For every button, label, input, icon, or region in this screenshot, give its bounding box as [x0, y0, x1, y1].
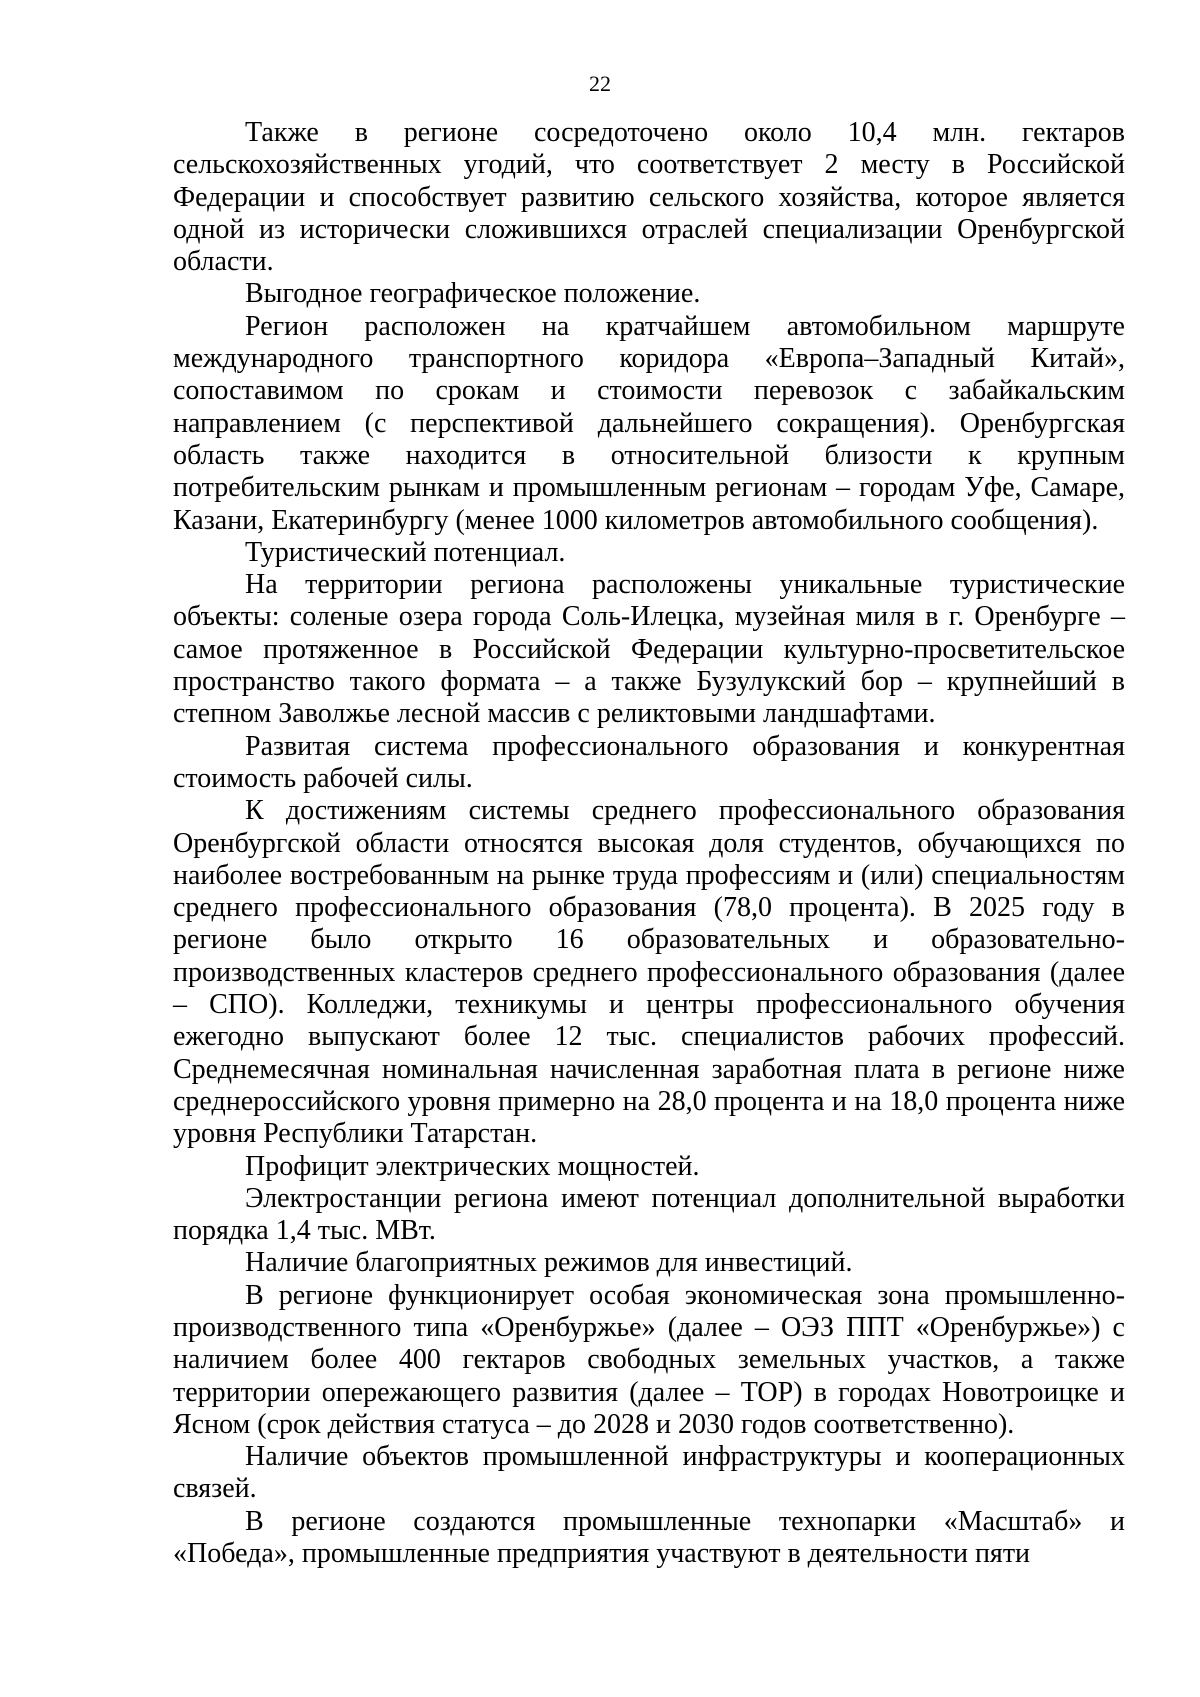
- paragraph-special-economic-zone: В регионе функционирует особая экономическая зона промышленно-производственного типа «Оренбуржье» (далее – ОЭЗ ППТ «Оренбуржье») с наличием более 400 гектаров свободных земельных участков, а также территории опережающего развития (далее – ТОР) в городах Новотроицке и Ясном (срок действия статуса – до 2028 и 2030 годов соответственно).: [173, 1279, 1125, 1440]
- heading-tourism-potential: Туристический потенциал.: [245, 536, 566, 568]
- paragraph-agricultural-land: Также в регионе сосредоточено около 10,4 млн. гектаров сельскохозяйственных угодий, что соответствует 2 месту в Российской Федерации и способствует развитию сельского хозяйства, которое является одной из исторически сложившихся отраслей специализации Оренбургской области.: [173, 117, 1125, 278]
- heading-professional-education: Развитая система профессионального образования и конкурентная стоимость рабочей силы.: [173, 730, 1125, 794]
- paragraph-transport-corridor: Регион расположен на кратчайшем автомобильном маршруте международного транспортного коридора «Европа–Западный Китай», сопоставимом по срокам и стоимости перевозок с забайкальским направлением (с перспективой дальнейшего сокращения). Оренбургская область также находится в относительной близости к крупным потребительским рынкам и промышленным регионам – городам Уфе, Самаре, Казани, Екатеринбургу (менее 1000 километров автомобильного сообщения).: [173, 310, 1125, 536]
- paragraph-tourist-objects: На территории региона расположены уникальные туристические объекты: соленые озера города Соль-Илецка, музейная миля в г. Оренбурге – самое протяженное в Российской Федерации культурно-просветительское пространство такого формата – а также Бузулукский бор – крупнейший в степном Заволжье лесной массив с реликтовыми ландшафтами.: [173, 569, 1125, 730]
- document-body: [173, 117, 1125, 1570]
- paragraph-education-achievements: К достижениям системы среднего профессионального образования Оренбургской области относятся высокая доля студентов, обучающихся по наиболее востребованным на рынке труда профессиям и (или) специальностям среднего профессионального образования (78,0 процента). В 2025 году в регионе было открыто 16 образовательных и образовательно-производственных кластеров среднего профессионального образования (далее – СПО). Колледжи, техникумы и центры профессионального обучения ежегодно выпускают более 12 тыс. специалистов рабочих профессий. Среднемесячная номинальная начисленная заработная плата в регионе ниже среднероссийского уровня примерно на 28,0 процента и на 18,0 процента ниже уровня Республики Татарстан.: [173, 795, 1125, 1150]
- heading-geographic-position: Выгодное географическое положение.: [245, 278, 701, 310]
- heading-power-surplus: Профицит электрических мощностей.: [245, 1150, 700, 1182]
- heading-industrial-infrastructure: Наличие объектов промышленной инфраструктуры и кооперационных связей.: [173, 1441, 1125, 1505]
- paragraph-technoparks: В регионе создаются промышленные технопарки «Масштаб» и «Победа», промышленные предприятия участвуют в деятельности пяти: [173, 1505, 1125, 1570]
- page-number: 22: [589, 71, 611, 96]
- paragraph-power-plants: Электростанции региона имеют потенциал дополнительной выработки порядка 1,4 тыс. МВт.: [173, 1182, 1125, 1247]
- heading-investment-regimes: Наличие благоприятных режимов для инвестиций.: [245, 1247, 853, 1279]
